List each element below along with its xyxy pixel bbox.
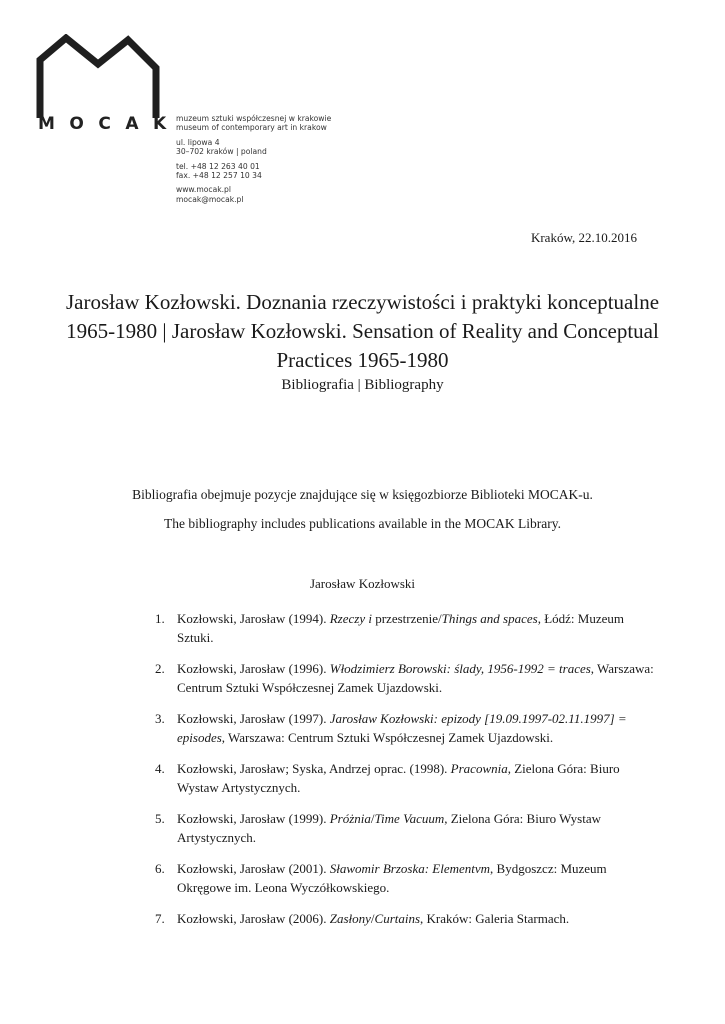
entry-publisher: , Kraków: Galeria Starmach. — [420, 911, 570, 926]
intro-english: The bibliography includes publications available in the MOCAK Library. — [164, 516, 561, 531]
entry-publisher: , Zielona Góra: Biuro Wystaw Artystycznych. — [177, 811, 601, 845]
entry-title: Rzeczy i — [329, 611, 372, 626]
entry-author: Kozłowski, Jarosław (1994). — [177, 611, 330, 626]
fax-number: fax. +48 12 257 10 34 — [176, 171, 262, 181]
entry-text — [177, 859, 655, 897]
entry-title-translation: Curtains — [374, 911, 421, 926]
entry-title: Pracownia — [450, 761, 508, 776]
website-link[interactable]: www.mocak.pl — [176, 185, 231, 195]
entry-text — [177, 759, 655, 797]
institution-name-pl: muzeum sztuki współczesnej w krakowie — [176, 114, 332, 123]
entry-number: 6. — [155, 861, 165, 876]
entry-author: Kozłowski, Jarosław; Syska, Andrzej oprac. (1998). — [177, 761, 451, 776]
bibliography-entry — [155, 659, 655, 697]
entry-title-separator: przestrzenie/ — [371, 611, 442, 626]
entry-author: Kozłowski, Jarosław (2001). — [177, 861, 330, 876]
entry-title-separator: / — [370, 811, 375, 826]
entry-title: Sławomir Brzoska: Elementvm — [329, 861, 491, 876]
entry-number: 1. — [155, 611, 165, 626]
entry-publisher: , Łódź: Muzeum Sztuki. — [177, 611, 624, 645]
intro-polish: Bibliografia obejmuje pozycje znajdujące się w księgozbiorze Biblioteki MOCAK-u. — [132, 487, 593, 502]
entry-number: 2. — [155, 661, 165, 676]
entry-text — [177, 909, 655, 928]
bibliography-entry — [155, 609, 655, 647]
entry-author: Kozłowski, Jarosław (1996). — [177, 661, 330, 676]
entry-author: Kozłowski, Jarosław (1997). — [177, 711, 330, 726]
entry-title: Włodzimierz Borowski: ślady, 1956-1992 = traces — [329, 661, 591, 676]
entry-title: Jarosław Kozłowski: epizody [19.09.1997-02.11.1997] = episodes — [177, 711, 627, 745]
entry-title: Zasłony — [329, 911, 371, 926]
logo-wordmark: MOCAK — [38, 114, 181, 134]
email-link[interactable]: mocak@mocak.pl — [176, 194, 244, 204]
address-street: ul. lipowa 4 — [176, 137, 220, 147]
entry-publisher: , Zielona Góra: Biuro Wystaw Artystycznych. — [177, 761, 620, 795]
entry-number: 7. — [155, 911, 165, 926]
bibliography-entry — [155, 709, 655, 747]
phone-number: tel. +48 12 263 40 01 — [176, 161, 260, 171]
entry-number: 4. — [155, 761, 165, 776]
document-title: Jarosław Kozłowski. Doznania rzeczywistości i praktyki konceptualne 1965-1980 | Jarosław Kozłowski. Sensation of Reality and Conceptual Practices 1965-1980 — [65, 290, 660, 372]
bibliography-entry — [155, 909, 655, 928]
bibliography-entry — [155, 759, 655, 797]
mocak-logo-icon — [36, 34, 160, 118]
document-subtitle: Bibliografia | Bibliography — [281, 377, 444, 393]
entry-text — [177, 609, 655, 647]
bibliography-list — [155, 609, 655, 940]
entry-number: 3. — [155, 711, 165, 726]
entry-number: 5. — [155, 811, 165, 826]
bibliography-entry — [155, 859, 655, 897]
entry-author: Kozłowski, Jarosław (2006). — [177, 911, 330, 926]
entry-title-separator: / — [370, 911, 375, 926]
entry-text — [177, 809, 655, 847]
entry-title-translation: Time Vacuum — [374, 811, 445, 826]
entry-title: Próżnia — [329, 811, 371, 826]
entry-publisher: , Bydgoszcz: Muzeum Okręgowe im. Leona Wyczółkowskiego. — [177, 861, 607, 895]
bibliography-entry — [155, 809, 655, 847]
entry-author: Kozłowski, Jarosław (1999). — [177, 811, 330, 826]
entry-publisher: , Warszawa: Centrum Sztuki Współczesnej Zamek Ujazdowski. — [177, 661, 654, 695]
address-city: 30–702 kraków | poland — [176, 147, 267, 157]
entry-text — [177, 709, 655, 747]
document-date: Kraków, 22.10.2016 — [530, 230, 637, 245]
institution-name-en: museum of contemporary art in krakow — [176, 123, 327, 133]
entry-text — [177, 659, 655, 697]
entry-publisher: , Warszawa: Centrum Sztuki Współczesnej Zamek Ujazdowski. — [221, 730, 554, 745]
institution-info — [176, 114, 331, 209]
entry-title-translation: Things and spaces — [441, 611, 538, 626]
section-heading: Jarosław Kozłowski — [309, 576, 416, 591]
